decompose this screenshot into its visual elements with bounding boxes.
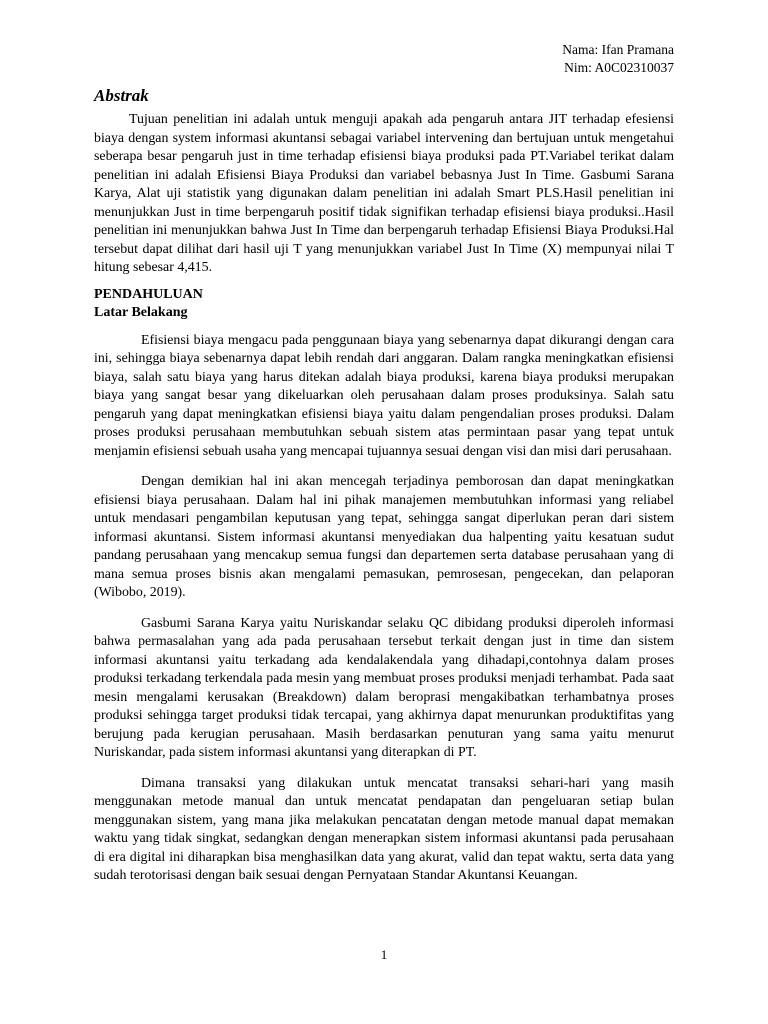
body-paragraph: Gasbumi Sarana Karya yaitu Nuriskandar selaku QC dibidang produksi diperoleh informasi bahwa permasalahan yang ada pada perusahaan tersebut terkait dengan just in time dan sistem informasi akuntansi yaitu terkadang ada kendalakendala yang dihadapi,contohnya dalam proses produksi terkadang terkendala pada mesin yang membuat proses produksi menjadi terhambat. Pada saat mesin mengalami kerusakan (Breakdown) dalam beroprasi mengakibatkan terhambatnya proses produksi sehingga target produksi tidak tercapai, yang akhirnya dapat menurunkan produktifitas yang berujung pada kerugian perusahaan. Masih berdasarkan penuturan yang sama yaitu menurut Nuriskandar, pada sistem informasi akuntansi yang diterapkan di PT. <box>94 615 674 760</box>
subsection-heading: Latar Belakang <box>94 304 188 320</box>
body-paragraph: Efisiensi biaya mengacu pada penggunaan biaya yang sebenarnya dapat dikurangi dengan cara ini, sehingga biaya sebenarnya dapat lebih rendah dari anggaran. Dalam rangka meningkatkan efisiensi biaya, salah satu biaya yang harus ditekan adalah biaya produksi, karena biaya produksi merupakan biaya yang sangat besar yang dikeluarkan oleh perusahaan dalam proses produksinya. Salah satu pengaruh yang dapat meningkatkan efisiensi biaya yaitu dalam pengendalian proses produksi. Dalam proses produksi perusahaan membutuhkan sebuah sistem atas permintaan pasar yang tepat untuk menjamin efisiensi sebuah usaha yang mencapai tujuannya sesuai dengan visi dan misi dari perusahaan. <box>94 332 674 459</box>
student-id: Nim: A0C02310037 <box>564 60 674 75</box>
body-paragraph: Dimana transaksi yang dilakukan untuk mencatat transaksi sehari-hari yang masih menggunakan metode manual dan untuk mencatat pendapatan dan pengeluaran setiap bulan menggunakan sistem, yang mana jika melakukan pencatatan dengan metode manual dapat memakan waktu yang tidak singkat, sedangkan dengan menerapkan sistem informasi akuntansi pada perusahaan di era digital ini diharapkan bisa menghasilkan data yang akurat, valid dan tepat waktu, serta data yang sudah terotorisasi dengan baik sesuai dengan Pernyataan Standar Akuntansi Keuangan. <box>94 775 674 883</box>
page-number: 1 <box>380 947 388 962</box>
section-heading: PENDAHULUAN <box>94 286 203 302</box>
author-header <box>94 41 674 77</box>
abstract-heading: Abstrak <box>94 86 149 105</box>
abstract-paragraph: Tujuan penelitian ini adalah untuk menguji apakah ada pengaruh antara JIT terhadap efesiensi biaya dengan system informasi akuntansi sebagai variabel intervening dan bertujuan untuk mengetahui seberapa besar pengaruh just in time terhadap efisiensi biaya produksi pada PT.Variabel terikat dalam penelitian ini adalah Efisiensi Biaya Produksi dan variabel bebasnya Just In Time. Gasbumi Sarana Karya, Alat uji statistik yang digunakan dalam penelitian ini adalah Smart PLS.Hasil penelitian ini menunjukkan Just in time berpengaruh positif tidak signifikan terhadap efisiensi biaya produksi..Hasil penelitian ini menunjukkan bahwa Just In Time dan berpengaruh terhadap Efisiensi Biaya Produksi.Hal tersebut dapat dilihat dari hasil uji T yang menunjukkan variabel Just In Time (X) mempunyai nilai T hitung sebesar 4,415. <box>94 112 674 275</box>
body-paragraph: Dengan demikian hal ini akan mencegah terjadinya pemborosan dan dapat meningkatkan efisiensi biaya perusahaan. Dalam hal ini pihak manajemen membutuhkan informasi yang reliabel untuk mendasari pengambilan keputusan yang tepat, sehingga sangat diperlukan peran dari sistem informasi akuntansi. Sistem informasi akuntansi menyediakan dua halpenting yaitu kesatuan sudut pandang perusahaan yang mencakup semua fungsi dan departemen serta database perusahaan yang di mana semua proses bisnis akan mengalami pemasukan, pemrosesan, pengecekan, dan pelaporan (Wibobo, 2019). <box>94 474 674 600</box>
author-name: Nama: Ifan Pramana <box>562 42 674 57</box>
